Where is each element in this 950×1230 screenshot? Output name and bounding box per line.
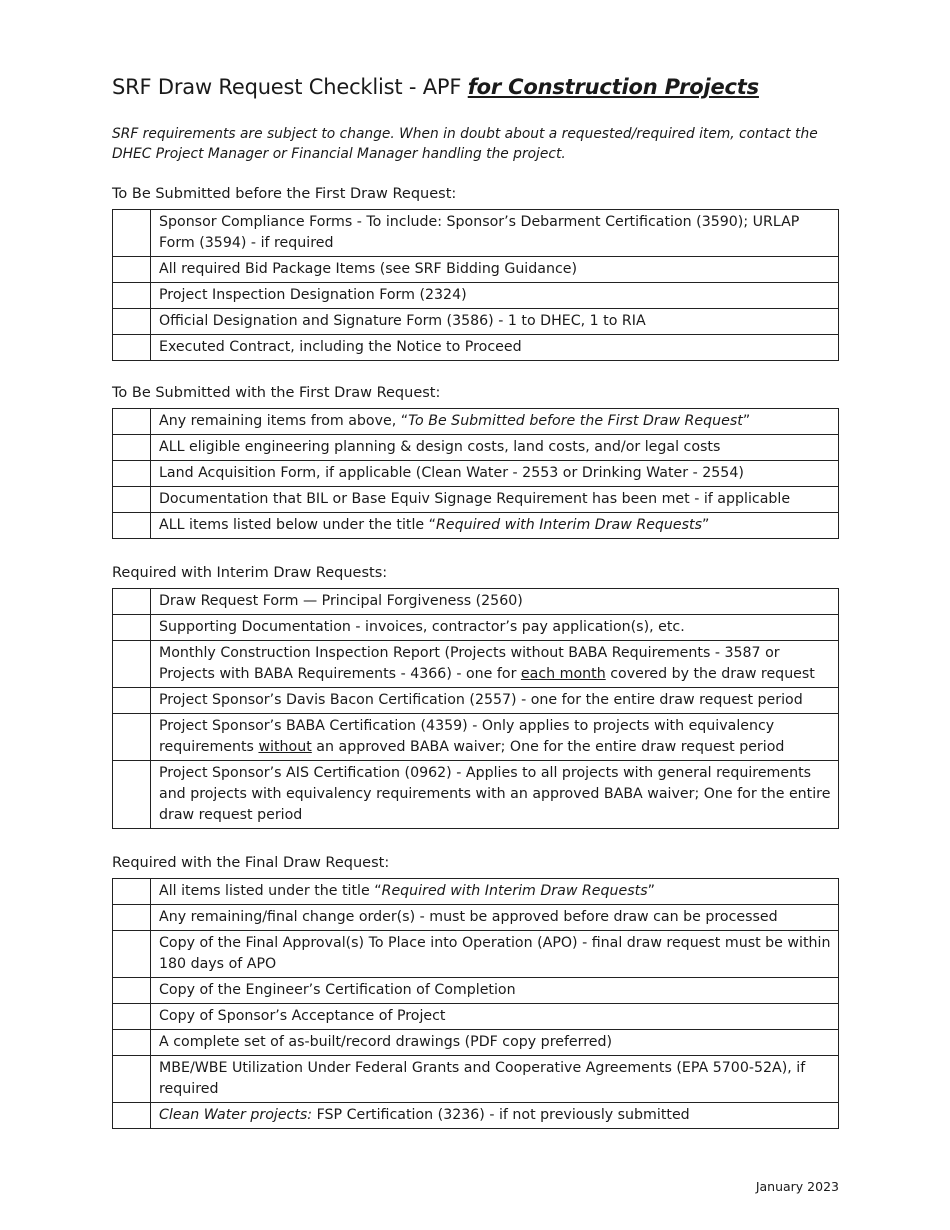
item-text: Land Acquisition Form, if applicable (Clean Water - 2553 or Drinking Water - 2554) bbox=[151, 461, 839, 487]
item-text: All items listed under the title “Required with Interim Draw Requests” bbox=[151, 879, 839, 905]
item-text: Clean Water projects: FSP Certification (3236) - if not previously submitted bbox=[151, 1103, 839, 1129]
checkbox[interactable] bbox=[113, 487, 151, 513]
checklist-row bbox=[113, 615, 839, 641]
item-text: Project Sponsor’s BABA Certification (4359) - Only applies to projects with equivalency requirements without an approved BABA waiver; One for the entire draw request period bbox=[151, 714, 839, 761]
item-text: Project Inspection Designation Form (2324) bbox=[151, 283, 839, 309]
checkbox[interactable] bbox=[113, 761, 151, 829]
checklist-row bbox=[113, 1103, 839, 1129]
checkbox[interactable] bbox=[113, 309, 151, 335]
checklist-row bbox=[113, 461, 839, 487]
item-text: Project Sponsor’s Davis Bacon Certification (2557) - one for the entire draw request period bbox=[151, 688, 839, 714]
checkbox[interactable] bbox=[113, 513, 151, 539]
checklist-row bbox=[113, 905, 839, 931]
checklist-row bbox=[113, 714, 839, 761]
checklist-row bbox=[113, 761, 839, 829]
item-text: All required Bid Package Items (see SRF Bidding Guidance) bbox=[151, 257, 839, 283]
item-text: Sponsor Compliance Forms - To include: Sponsor’s Debarment Certification (3590); URLAP Form (3594) - if required bbox=[151, 210, 839, 257]
item-text: Any remaining items from above, “To Be Submitted before the First Draw Request” bbox=[151, 409, 839, 435]
checkbox[interactable] bbox=[113, 409, 151, 435]
checklist-row bbox=[113, 589, 839, 615]
section-label: To Be Submitted before the First Draw Request: bbox=[112, 186, 457, 202]
checkbox[interactable] bbox=[113, 1103, 151, 1129]
checklist-row bbox=[113, 879, 839, 905]
checkbox[interactable] bbox=[113, 615, 151, 641]
checkbox[interactable] bbox=[113, 1004, 151, 1030]
checklist-table bbox=[112, 878, 839, 1129]
item-text: Draw Request Form — Principal Forgiveness (2560) bbox=[151, 589, 839, 615]
item-text: Any remaining/final change order(s) - must be approved before draw can be processed bbox=[151, 905, 839, 931]
checklist-row bbox=[113, 210, 839, 257]
item-text: Official Designation and Signature Form (3586) - 1 to DHEC, 1 to RIA bbox=[151, 309, 839, 335]
checklist-row bbox=[113, 1030, 839, 1056]
section-label: To Be Submitted with the First Draw Request: bbox=[112, 385, 441, 401]
checklist-row bbox=[113, 688, 839, 714]
checklist-row bbox=[113, 1056, 839, 1103]
checkbox[interactable] bbox=[113, 461, 151, 487]
checkbox[interactable] bbox=[113, 978, 151, 1004]
checkbox[interactable] bbox=[113, 1030, 151, 1056]
checkbox[interactable] bbox=[113, 688, 151, 714]
checklist-row bbox=[113, 978, 839, 1004]
checklist-row bbox=[113, 487, 839, 513]
checklist-row bbox=[113, 283, 839, 309]
checklist-row bbox=[113, 257, 839, 283]
item-text: Monthly Construction Inspection Report (Projects without BABA Requirements - 3587 or Projects with BABA Requirements - 4366) - one for each month covered by the draw request bbox=[151, 641, 839, 688]
checklist-table bbox=[112, 588, 839, 829]
checkbox[interactable] bbox=[113, 435, 151, 461]
section-label: Required with the Final Draw Request: bbox=[112, 855, 390, 871]
checklist-row bbox=[113, 513, 839, 539]
title-emphasis: for Construction Projects bbox=[467, 75, 759, 99]
checkbox[interactable] bbox=[113, 1056, 151, 1103]
item-text: ALL eligible engineering planning & design costs, land costs, and/or legal costs bbox=[151, 435, 839, 461]
item-text: Copy of the Final Approval(s) To Place into Operation (APO) - final draw request must be within 180 days of APO bbox=[151, 931, 839, 978]
checkbox[interactable] bbox=[113, 931, 151, 978]
checkbox[interactable] bbox=[113, 879, 151, 905]
title-main: SRF Draw Request Checklist - APF bbox=[112, 75, 468, 99]
footer-date: January 2023 bbox=[755, 1179, 839, 1194]
checkbox[interactable] bbox=[113, 210, 151, 257]
section-label: Required with Interim Draw Requests: bbox=[112, 565, 388, 581]
checklist-row bbox=[113, 409, 839, 435]
page-title bbox=[112, 72, 839, 102]
checklist-row bbox=[113, 309, 839, 335]
item-text: Executed Contract, including the Notice to Proceed bbox=[151, 335, 839, 361]
checkbox[interactable] bbox=[113, 335, 151, 361]
item-text: MBE/WBE Utilization Under Federal Grants and Cooperative Agreements (EPA 5700-52A), if required bbox=[151, 1056, 839, 1103]
checklist-row bbox=[113, 641, 839, 688]
checklist-table bbox=[112, 408, 839, 539]
item-text: Project Sponsor’s AIS Certification (0962) - Applies to all projects with general requirements and projects with equivalency requirements with an approved BABA waiver; One for the entire draw request period bbox=[151, 761, 839, 829]
item-text: A complete set of as-built/record drawings (PDF copy preferred) bbox=[151, 1030, 839, 1056]
checkbox[interactable] bbox=[113, 714, 151, 761]
checklist-table bbox=[112, 209, 839, 361]
intro-note: SRF requirements are subject to change. When in doubt about a requested/required item, contact the DHEC Project Manager or Financial Manager handling the project. bbox=[112, 126, 818, 162]
document-page bbox=[112, 72, 839, 1129]
checkbox[interactable] bbox=[113, 257, 151, 283]
item-text: Supporting Documentation - invoices, contractor’s pay application(s), etc. bbox=[151, 615, 839, 641]
item-text: ALL items listed below under the title “Required with Interim Draw Requests” bbox=[151, 513, 839, 539]
checkbox[interactable] bbox=[113, 905, 151, 931]
checkbox[interactable] bbox=[113, 641, 151, 688]
item-text: Documentation that BIL or Base Equiv Signage Requirement has been met - if applicable bbox=[151, 487, 839, 513]
checkbox[interactable] bbox=[113, 589, 151, 615]
checklist-row bbox=[113, 435, 839, 461]
item-text: Copy of Sponsor’s Acceptance of Project bbox=[151, 1004, 839, 1030]
checklist-row bbox=[113, 1004, 839, 1030]
checklist-row bbox=[113, 335, 839, 361]
checkbox[interactable] bbox=[113, 283, 151, 309]
item-text: Copy of the Engineer’s Certification of Completion bbox=[151, 978, 839, 1004]
checklist-row bbox=[113, 931, 839, 978]
